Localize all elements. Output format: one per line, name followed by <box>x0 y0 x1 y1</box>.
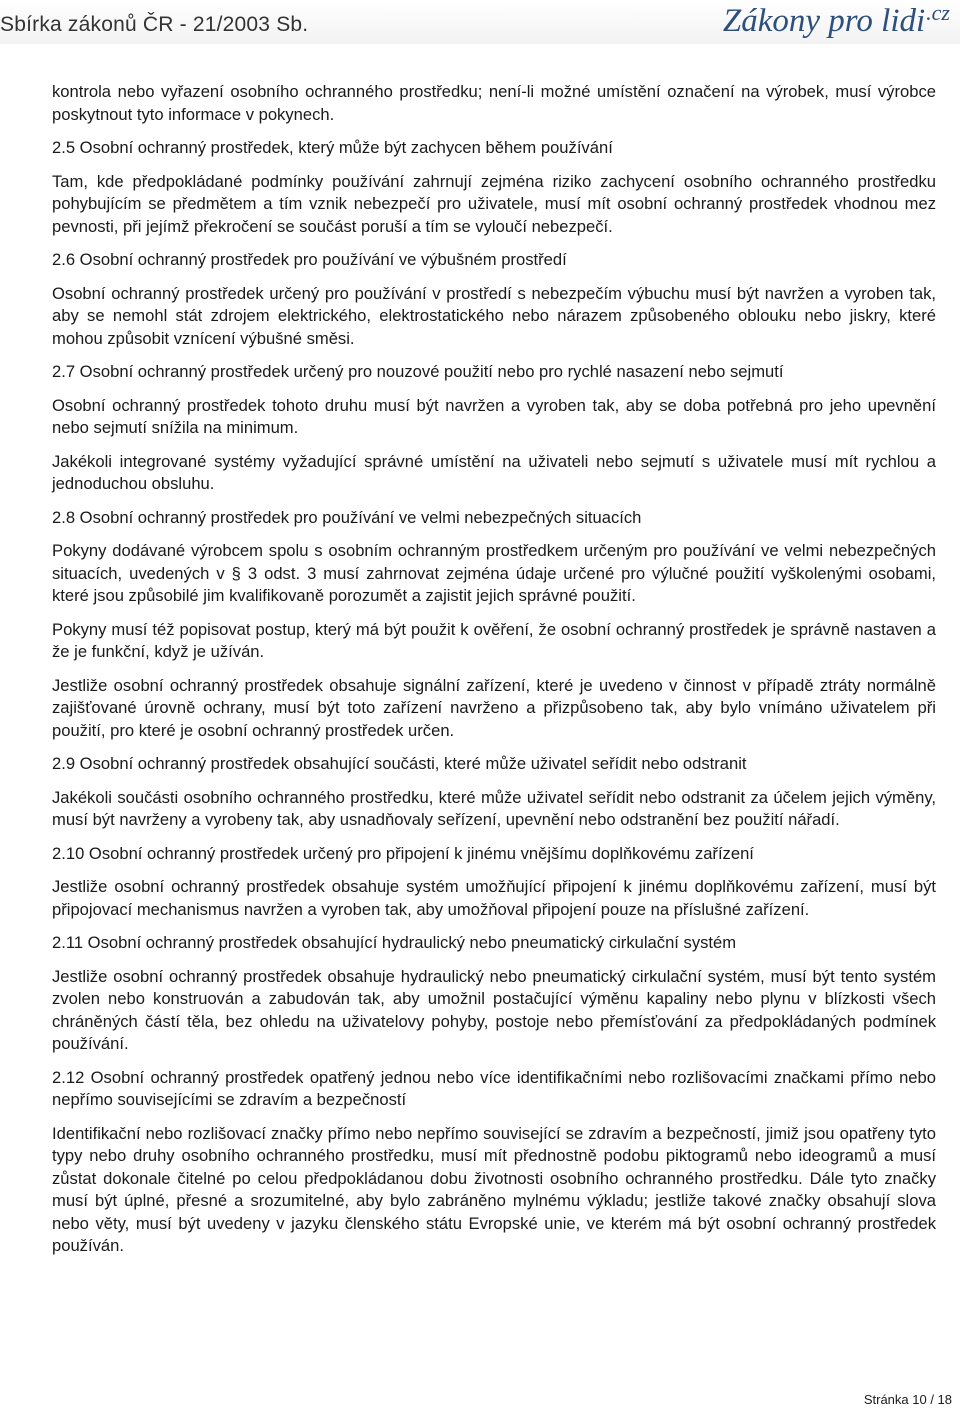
paragraph: Jestliže osobní ochranný prostředek obsahuje hydraulický nebo pneumatický cirkulační systém, musí být tento systém zvolen nebo konstruován a zabudován tak, aby umožnil postačující výměnu kapaliny nebo plynu v blízkosti všech chráněných částí těla, bez ohledu na uživatelovy pohyby, postoje nebo přemísťování za předpokládaných podmínek používání. <box>52 966 936 1053</box>
paragraph: Jestliže osobní ochranný prostředek obsahuje systém umožňující připojení k jinému doplňkovému zařízení, musí být připojovací mechanismus navržen a vyroben tak, aby umožňoval připojení pouze na příslušné zařízení. <box>52 877 936 919</box>
paragraph: kontrola nebo vyřazení osobního ochranného prostředku; není-li možné umístění označení na výrobek, musí výrobce poskytnout tyto informace v pokynech. <box>52 82 936 124</box>
section-heading: 2.6 Osobní ochranný prostředek pro používání ve výbušném prostředí <box>52 250 567 269</box>
section-heading: 2.10 Osobní ochranný prostředek určený pro připojení k jinému vnějšímu doplňkovému zařízení <box>52 843 754 863</box>
page-header <box>0 0 960 44</box>
section-heading: 2.9 Osobní ochranný prostředek obsahující součásti, které může uživatel seřídit nebo odstranit <box>52 754 747 773</box>
paragraph: Osobní ochranný prostředek určený pro používání v prostředí s nebezpečím výbuchu musí být navržen a vyroben tak, aby se nemohl stát zdrojem elektrického, elektrostatického nebo nárazem způsobeného oblouku nebo jiskry, které mohou způsobit vznícení výbušné směsi. <box>52 283 936 348</box>
section-heading: 2.7 Osobní ochranný prostředek určený pro nouzové použití nebo pro rychlé nasazení nebo sejmutí <box>52 362 784 381</box>
paragraph: Osobní ochranný prostředek tohoto druhu musí být navržen a vyroben tak, aby se doba potřebná pro jeho upevnění nebo sejmutí snížila na minimum. <box>52 395 936 437</box>
section-heading: 2.5 Osobní ochranný prostředek, který může být zachycen během používání <box>52 138 613 157</box>
paragraph: Jestliže osobní ochranný prostředek obsahuje signální zařízení, které je uvedeno v činnost v případě ztráty normálně zajišťované úrovně ochrany, musí být toto zařízení navrženo a přizpůsobeno tak, aby bylo vnímáno uživatelem při použití, pro které je osobní ochranný prostředek určen. <box>52 675 936 740</box>
site-logo[interactable] <box>723 0 950 40</box>
logo-suffix: .cz <box>926 0 950 25</box>
section-heading: 2.11 Osobní ochranný prostředek obsahující hydraulický nebo pneumatický cirkulační systém <box>52 933 737 952</box>
section-heading: 2.8 Osobní ochranný prostředek pro používání ve velmi nebezpečných situacích <box>52 507 642 527</box>
section-heading: 2.12 Osobní ochranný prostředek opatřený jednou nebo více identifikačními nebo rozlišovacími značkami přímo nebo nepřímo souvisejícími se zdravím a bezpečností <box>52 1067 936 1109</box>
logo-text: Zákony pro lidi <box>722 3 926 39</box>
paragraph: Identifikační nebo rozlišovací značky přímo nebo nepřímo související se zdravím a bezpečností, jimiž jsou opatřeny tyto typy nebo druhy osobního ochranného prostředku, musí mít přednostně podobu piktogramů nebo ideogramů a musí zůstat dokonale čitelné po celou předpokládanou dobu životnosti osobního ochranného prostředku. Dále tyto značky musí být úplné, přesné a srozumitelné, aby bylo zabráněno mylnému výkladu; jestliže takové značky obsahují slova nebo věty, musí být uvedeny v jazyku členského státu Evropské unie, ve kterém má být osobní ochranný prostředek používán. <box>52 1123 936 1255</box>
paragraph: Pokyny dodávané výrobcem spolu s osobním ochranným prostředkem určeným pro používání ve velmi nebezpečných situacích, uvedených v § 3 odst. 3 musí zahrnovat zejména údaje určené pro výlučné použití vyškolenými osobami, které jsou způsobilé jim kvalifikovaně porozumět a zajistit jejich správné použití. <box>52 541 936 605</box>
paragraph: Jakékoli součásti osobního ochranného prostředku, které může uživatel seřídit nebo odstranit za účelem jejich výměny, musí být navrženy a vyrobeny tak, aby usnadňovaly seřízení, upevnění nebo odstranění bez použití nářadí. <box>52 787 936 829</box>
document-title: Sbírka zákonů ČR - 21/2003 Sb. <box>0 13 309 36</box>
document-body <box>52 81 936 1269</box>
paragraph: Jakékoli integrované systémy vyžadující správné umístění na uživateli nebo sejmutí s uživatele musí mít rychlou a jednoduchou obsluhu. <box>52 451 936 493</box>
paragraph: Pokyny musí též popisovat postup, který má být použit k ověření, že osobní ochranný prostředek je správně nastaven a že je funkční, když je užíván. <box>52 619 936 661</box>
page-number: Stránka 10 / 18 <box>863 1392 952 1407</box>
paragraph: Tam, kde předpokládané podmínky používání zahrnují zejména riziko zachycení osobního ochranného prostředku pohybujícím se předmětem a tím vznik nebezpečí pro uživatele, musí mít osobní ochranný prostředek vhodnou mez pevnosti, při jejímž překročení se součást poruší a tím se vyloučí nebezpečí. <box>52 171 936 236</box>
